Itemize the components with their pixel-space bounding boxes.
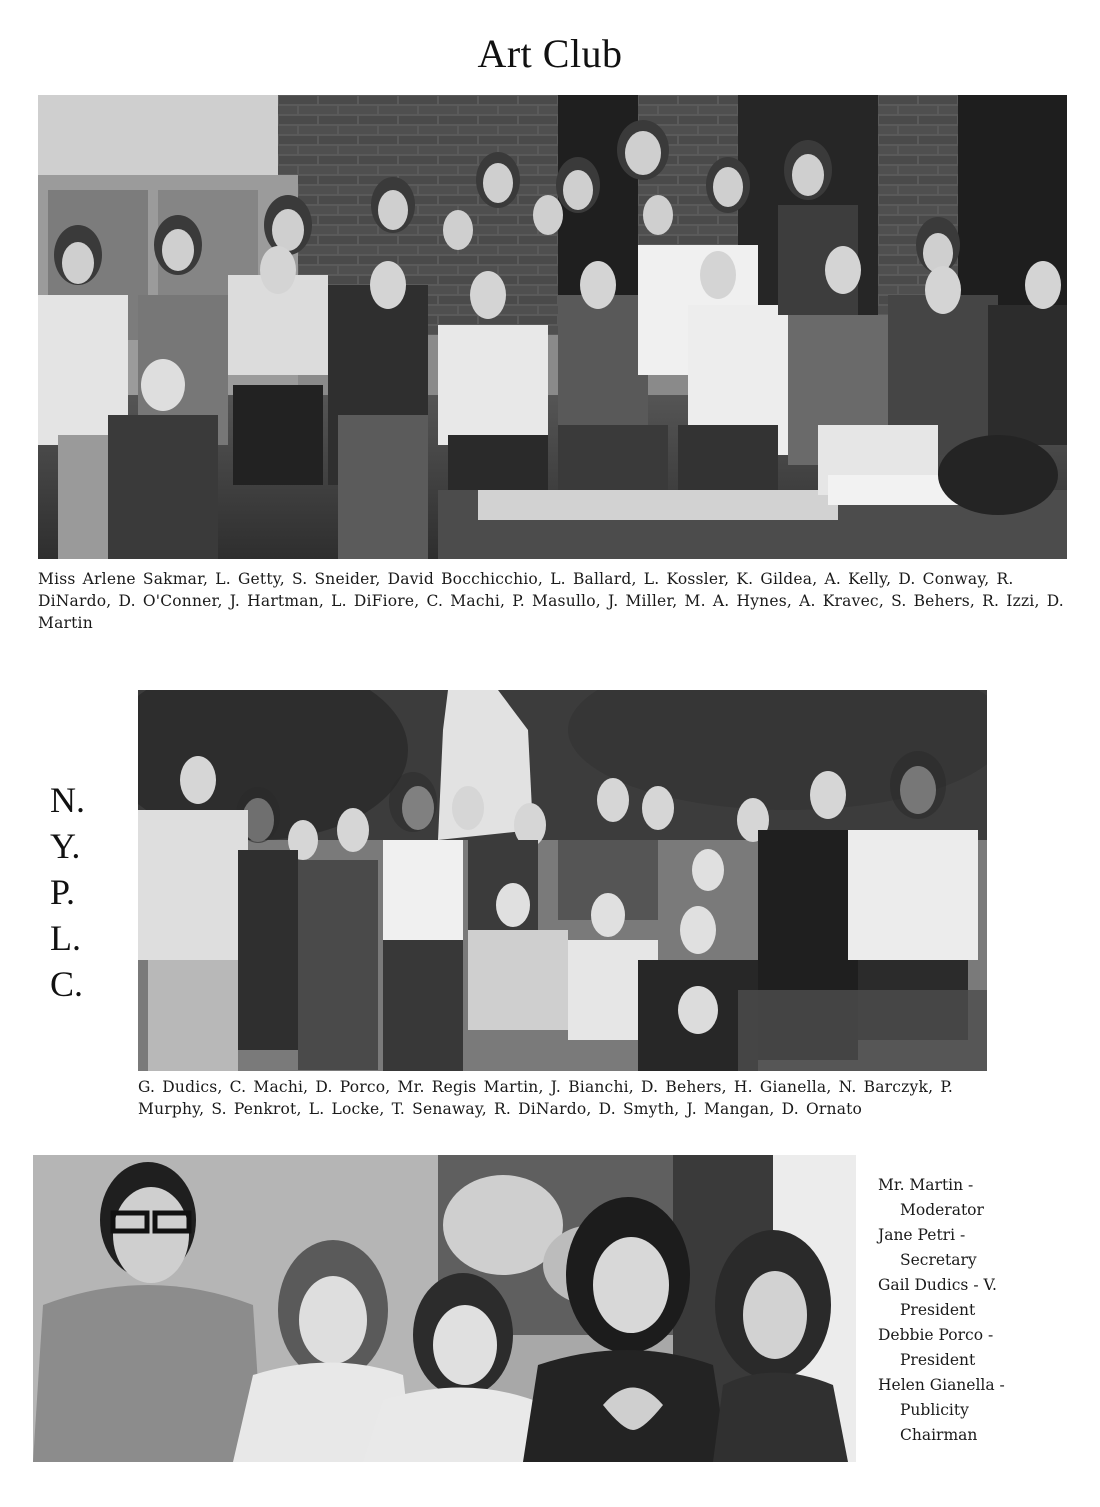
page-title: Art Club	[477, 31, 623, 76]
side-letter: N.	[50, 780, 85, 820]
officer-role: President	[900, 1301, 976, 1319]
officer-role: Secretary	[900, 1251, 977, 1269]
side-letter: C.	[50, 964, 84, 1004]
art-club-photo-illustration	[38, 95, 1067, 559]
art-club-photo	[38, 95, 1067, 559]
officer-name: Jane Petri -	[878, 1226, 966, 1244]
art-club-caption: Miss Arlene Sakmar, L. Getty, S. Sneider, David Bocchicchio, L. Ballard, L. Kossler, K. Gildea, A. Kelly, D. Conway, R. DiNardo, D. O'Conner, J. Hartman, L. DiFiore, C. Machi, P. Masullo, J. Miller, M. A. Hynes, A. Kravec, S. Behers, R. Izzi, D. Martin	[38, 570, 1064, 632]
officer-role: Chairman	[900, 1426, 978, 1444]
officer-name: Mr. Martin -	[878, 1176, 974, 1194]
nyplc-group-photo	[138, 690, 987, 1071]
side-letter: L.	[50, 918, 81, 958]
nyplc-side-letters	[50, 777, 100, 1007]
officer-role: President	[900, 1351, 976, 1369]
nyplc-group-photo-illustration	[138, 690, 987, 1071]
officers-list	[878, 1173, 1078, 1448]
officer-name: Helen Gianella -	[878, 1376, 1005, 1394]
side-letter: P.	[50, 872, 76, 912]
officers-photo	[33, 1155, 856, 1462]
officer-name: Debbie Porco -	[878, 1326, 994, 1344]
officer-name: Gail Dudics - V.	[878, 1276, 997, 1294]
officer-role: Publicity	[900, 1401, 969, 1419]
side-letter: Y.	[50, 826, 81, 866]
officer-role: Moderator	[900, 1201, 984, 1219]
nyplc-caption: G. Dudics, C. Machi, D. Porco, Mr. Regis Martin, J. Bianchi, D. Behers, H. Gianella, N. Barczyk, P. Murphy, S. Penkrot, L. Locke, T. Senaway, R. DiNardo, D. Smyth, J. Mangan, D. Ornato	[138, 1078, 953, 1118]
officers-photo-illustration	[33, 1155, 856, 1462]
